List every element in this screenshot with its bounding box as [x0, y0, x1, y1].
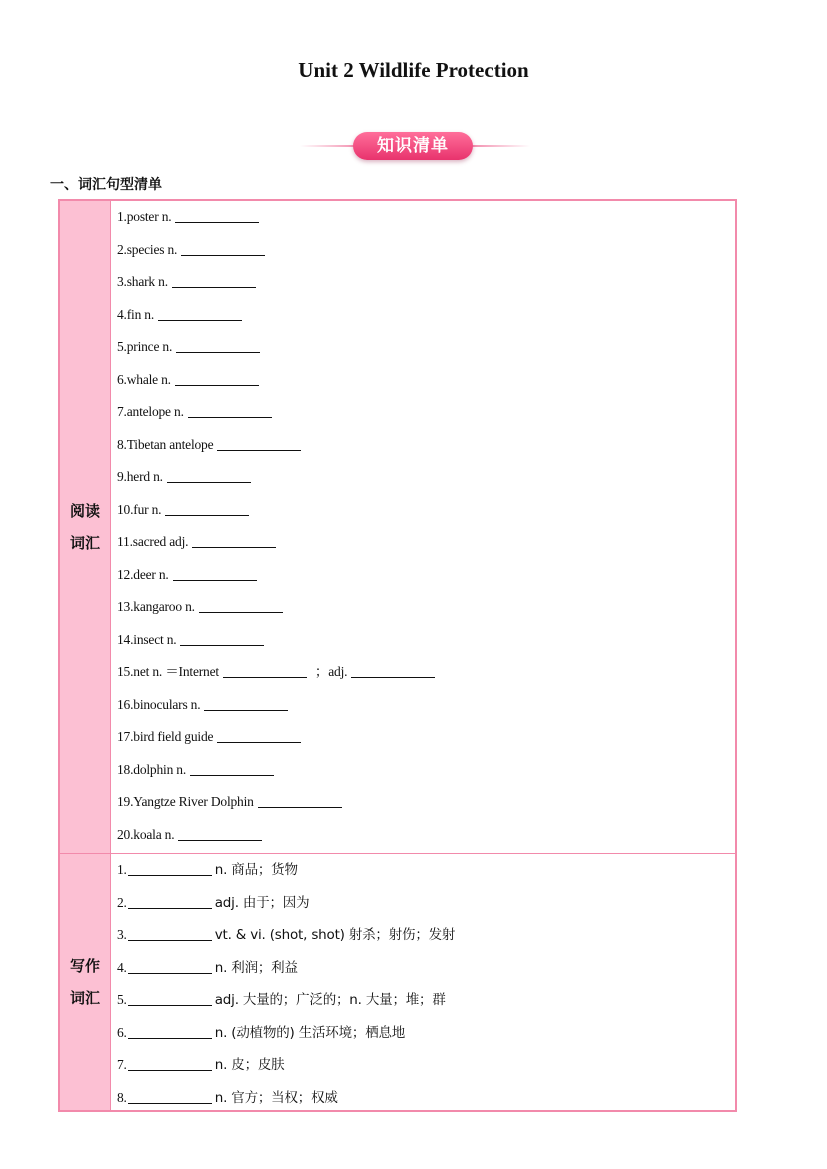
- writing-vocab-item: [117, 887, 735, 920]
- answer-blank[interactable]: [173, 566, 257, 581]
- vocab-definition: adj. 由于；因为: [214, 894, 310, 911]
- item-number: 3.: [117, 927, 127, 942]
- vocab-term: 16.binoculars n.: [117, 696, 201, 712]
- vocab-term: 17.bird field guide: [117, 729, 214, 744]
- item-number: 6.: [117, 1024, 127, 1040]
- vocab-term: 8.Tibetan antelope: [117, 436, 214, 452]
- writing-vocab-item: [117, 1017, 735, 1050]
- item-number: 5.: [117, 992, 127, 1007]
- answer-blank[interactable]: [351, 663, 435, 678]
- knowledge-list-badge: 知识清单: [353, 132, 473, 160]
- answer-blank[interactable]: [175, 208, 259, 223]
- writing-vocab-row: [60, 854, 735, 1110]
- writing-vocab-item: [117, 952, 735, 985]
- reading-vocab-item: [117, 786, 735, 819]
- answer-blank[interactable]: [217, 728, 301, 743]
- writing-vocab-item: [117, 919, 735, 952]
- page-title: Unit 2 Wildlife Protection: [298, 58, 529, 82]
- reading-vocab-item: [117, 591, 735, 624]
- item-number: 8.: [117, 1089, 127, 1105]
- reading-vocab-item: [117, 364, 735, 397]
- reading-vocab-row: [60, 201, 735, 854]
- answer-blank[interactable]: [128, 991, 212, 1006]
- vocab-definition: n. 官方；当权；权威: [214, 1089, 338, 1106]
- vocab-term: 13.kangaroo n.: [117, 599, 195, 614]
- reading-vocab-item: [117, 721, 735, 754]
- reading-vocab-label: 阅读 词汇: [69, 502, 100, 552]
- vocab-term: 7.antelope n.: [117, 404, 184, 419]
- vocab-term: 1.poster n.: [117, 209, 172, 224]
- reading-vocab-label-cell: [60, 201, 111, 853]
- answer-blank[interactable]: [180, 631, 264, 646]
- reading-vocab-item: [117, 396, 735, 429]
- reading-vocab-item: [117, 624, 735, 657]
- writing-vocab-list: [117, 854, 735, 1114]
- answer-blank[interactable]: [217, 436, 301, 451]
- answer-blank[interactable]: [188, 403, 272, 418]
- badge-line-left: [300, 145, 360, 147]
- reading-vocab-item: [117, 429, 735, 462]
- reading-vocab-item: [117, 754, 735, 787]
- reading-vocab-item: [117, 234, 735, 267]
- vocab-definition: vt. & vi. (shot, shot) 射杀；射伤；发射: [214, 927, 456, 943]
- answer-blank[interactable]: [158, 306, 242, 321]
- answer-blank[interactable]: [190, 761, 274, 776]
- vocab-term: 10.fur n.: [117, 501, 162, 517]
- vocab-term: 14.insect n.: [117, 631, 177, 647]
- writing-vocab-item: [117, 1082, 735, 1115]
- writing-vocab-item: [117, 854, 735, 887]
- item-number: 7.: [117, 1057, 127, 1072]
- item-number: 2.: [117, 894, 127, 910]
- reading-vocab-item: [117, 819, 735, 852]
- section-badge-decoration: [300, 128, 530, 162]
- answer-blank[interactable]: [178, 826, 262, 841]
- writing-vocab-label: 写作 词汇: [69, 957, 100, 1007]
- vocab-suffix: ；adj.: [314, 664, 348, 679]
- answer-blank[interactable]: [258, 793, 342, 808]
- answer-blank[interactable]: [128, 1056, 212, 1071]
- answer-blank[interactable]: [128, 1089, 212, 1104]
- vocab-definition: n. (动植物的) 生活环境；栖息地: [214, 1024, 406, 1041]
- vocab-term: 6.whale n.: [117, 371, 171, 387]
- answer-blank[interactable]: [128, 861, 212, 876]
- vocab-term: 20.koala n.: [117, 826, 175, 842]
- answer-blank[interactable]: [204, 696, 288, 711]
- vocab-definition: n. 商品；货物: [214, 862, 298, 878]
- answer-blank[interactable]: [167, 468, 251, 483]
- vocab-term: 2.species n.: [117, 241, 178, 257]
- reading-vocab-item: [117, 494, 735, 527]
- answer-blank[interactable]: [128, 1024, 212, 1039]
- reading-vocab-item: [117, 656, 735, 689]
- answer-blank[interactable]: [192, 533, 276, 548]
- vocab-table: [58, 199, 737, 1112]
- vocab-term: 3.shark n.: [117, 274, 168, 289]
- vocab-term: 4.fin n.: [117, 306, 155, 322]
- answer-blank[interactable]: [181, 241, 265, 256]
- answer-blank[interactable]: [128, 926, 212, 941]
- reading-vocab-item: [117, 331, 735, 364]
- item-number: 4.: [117, 959, 127, 975]
- section-heading: 一、词汇句型清单: [50, 177, 162, 193]
- answer-blank[interactable]: [175, 371, 259, 386]
- vocab-term: 12.deer n.: [117, 566, 169, 582]
- vocab-definition: n. 皮；皮肤: [214, 1057, 285, 1073]
- vocab-term: 15.net n. ＝Internet: [117, 664, 219, 679]
- vocab-definition: n. 利润；利益: [214, 959, 298, 976]
- vocab-term: 18.dolphin n.: [117, 761, 187, 777]
- answer-blank[interactable]: [165, 501, 249, 516]
- answer-blank[interactable]: [223, 663, 307, 678]
- vocab-term: 5.prince n.: [117, 339, 173, 354]
- answer-blank[interactable]: [176, 338, 260, 353]
- reading-vocab-item: [117, 689, 735, 722]
- reading-vocab-item: [117, 266, 735, 299]
- reading-vocab-item: [117, 526, 735, 559]
- answer-blank[interactable]: [199, 598, 283, 613]
- answer-blank[interactable]: [172, 273, 256, 288]
- writing-vocab-item: [117, 984, 735, 1017]
- vocab-term: 19.Yangtze River Dolphin: [117, 794, 254, 809]
- reading-vocab-list: [117, 201, 735, 851]
- reading-vocab-item: [117, 201, 735, 234]
- item-number: 1.: [117, 862, 127, 877]
- badge-line-right: [470, 145, 530, 147]
- vocab-term: 9.herd n.: [117, 469, 163, 484]
- answer-blank[interactable]: [128, 959, 212, 974]
- vocab-definition: adj. 大量的；广泛的；n. 大量；堆；群: [214, 992, 446, 1008]
- vocab-term: 11.sacred adj.: [117, 534, 189, 549]
- answer-blank[interactable]: [128, 894, 212, 909]
- writing-vocab-item: [117, 1049, 735, 1082]
- reading-vocab-item: [117, 559, 735, 592]
- reading-vocab-item: [117, 461, 735, 494]
- reading-vocab-item: [117, 299, 735, 332]
- writing-vocab-label-cell: [60, 854, 111, 1110]
